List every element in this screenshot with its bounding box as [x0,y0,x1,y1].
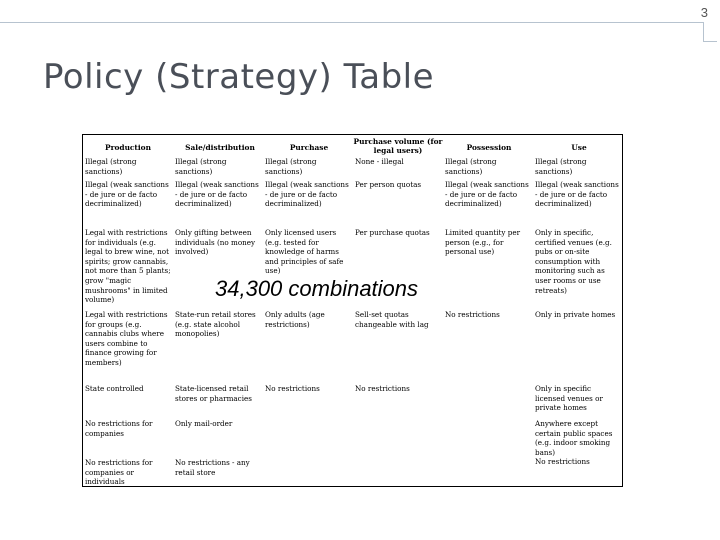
header-sale: Sale/distribution [185,143,255,152]
possession-cell: No restrictions [445,310,500,319]
possession-cell: Illegal (strong sanctions) [445,157,497,176]
use-cell: Only in specific licensed venues or private homes [535,384,603,413]
policy-table [82,134,623,487]
use-cell: Illegal (weak sanctions - de jure or de facto decriminalized) [535,180,619,209]
possession-cell: Limited quantity per person (e.g., for personal use) [445,228,521,257]
use-cell: Only in private homes [535,310,616,319]
header-purchase: Purchase [289,143,329,152]
production-cell: Illegal (weak sanctions - de jure or de facto decriminalized) [85,180,169,209]
page-number: 3 [700,5,708,20]
sale-cell: State-run retail stores (e.g. state alcohol monopolies) [175,310,256,339]
slide-title: Policy (Strategy) Table [43,57,435,97]
production-cell: Illegal (strong sanctions) [85,157,137,176]
sale-cell: No restrictions - any retail store [175,458,250,477]
volume-cell: None - illegal [355,157,404,166]
top-rule-cap [703,22,717,42]
purchase-cell: Only adults (age restrictions) [265,310,325,329]
header-possession: Possession [466,143,512,152]
top-rule [0,22,703,23]
production-cell: No restrictions for companies [85,419,153,438]
volume-cell: Per person quotas [355,180,422,189]
volume-cell: No restrictions [355,384,410,393]
purchase-cell: Only licensed users (e.g. tested for knowledge of harms and principles of safe use) [265,228,344,276]
sale-cell: Illegal (strong sanctions) [175,157,227,176]
use-cell: Illegal (strong sanctions) [535,157,587,176]
volume-cell: Per purchase quotas [355,228,430,237]
production-cell: State controlled [85,384,144,393]
volume-cell: Sell-set quotas changeable with lag [355,310,429,329]
purchase-cell: No restrictions [265,384,320,393]
header-production: Production [105,143,151,152]
purchase-cell: Illegal (weak sanctions - de jure or de facto decriminalized) [265,180,349,209]
production-cell: Legal with restrictions for groups (e.g. cannabis clubs where users combine to finance growing for members) [85,310,168,367]
purchase-cell: Illegal (strong sanctions) [265,157,317,176]
use-cell: Only in specific, certified venues (e.g. pubs or on-site consumption with monitoring such as user rooms or use retreats) [535,228,612,295]
use-cell: No restrictions [535,457,590,466]
production-cell: Legal with restrictions for individuals (e.g. legal to brew wine, not spirits; grow cannabis, not more than 5 plants; grow "magic mushrooms" in limited volume) [85,228,171,305]
production-cell: No restrictions for companies or individuals [85,458,153,487]
sale-cell: Illegal (weak sanctions - de jure or de facto decriminalized) [175,180,259,209]
possession-cell: Illegal (weak sanctions - de jure or de facto decriminalized) [445,180,529,209]
use-cell: Anywhere except certain public spaces (e.g. indoor smoking bans) [535,419,613,457]
sale-cell: State-licensed retail stores or pharmacies [175,384,252,403]
header-volume: Purchase volume (for legal users) [353,137,443,155]
header-use: Use [571,143,587,152]
combinations-callout: 34,300 combinations [215,276,419,301]
sale-cell: Only gifting between individuals (no money involved) [175,228,256,257]
sale-cell: Only mail-order [175,419,233,428]
